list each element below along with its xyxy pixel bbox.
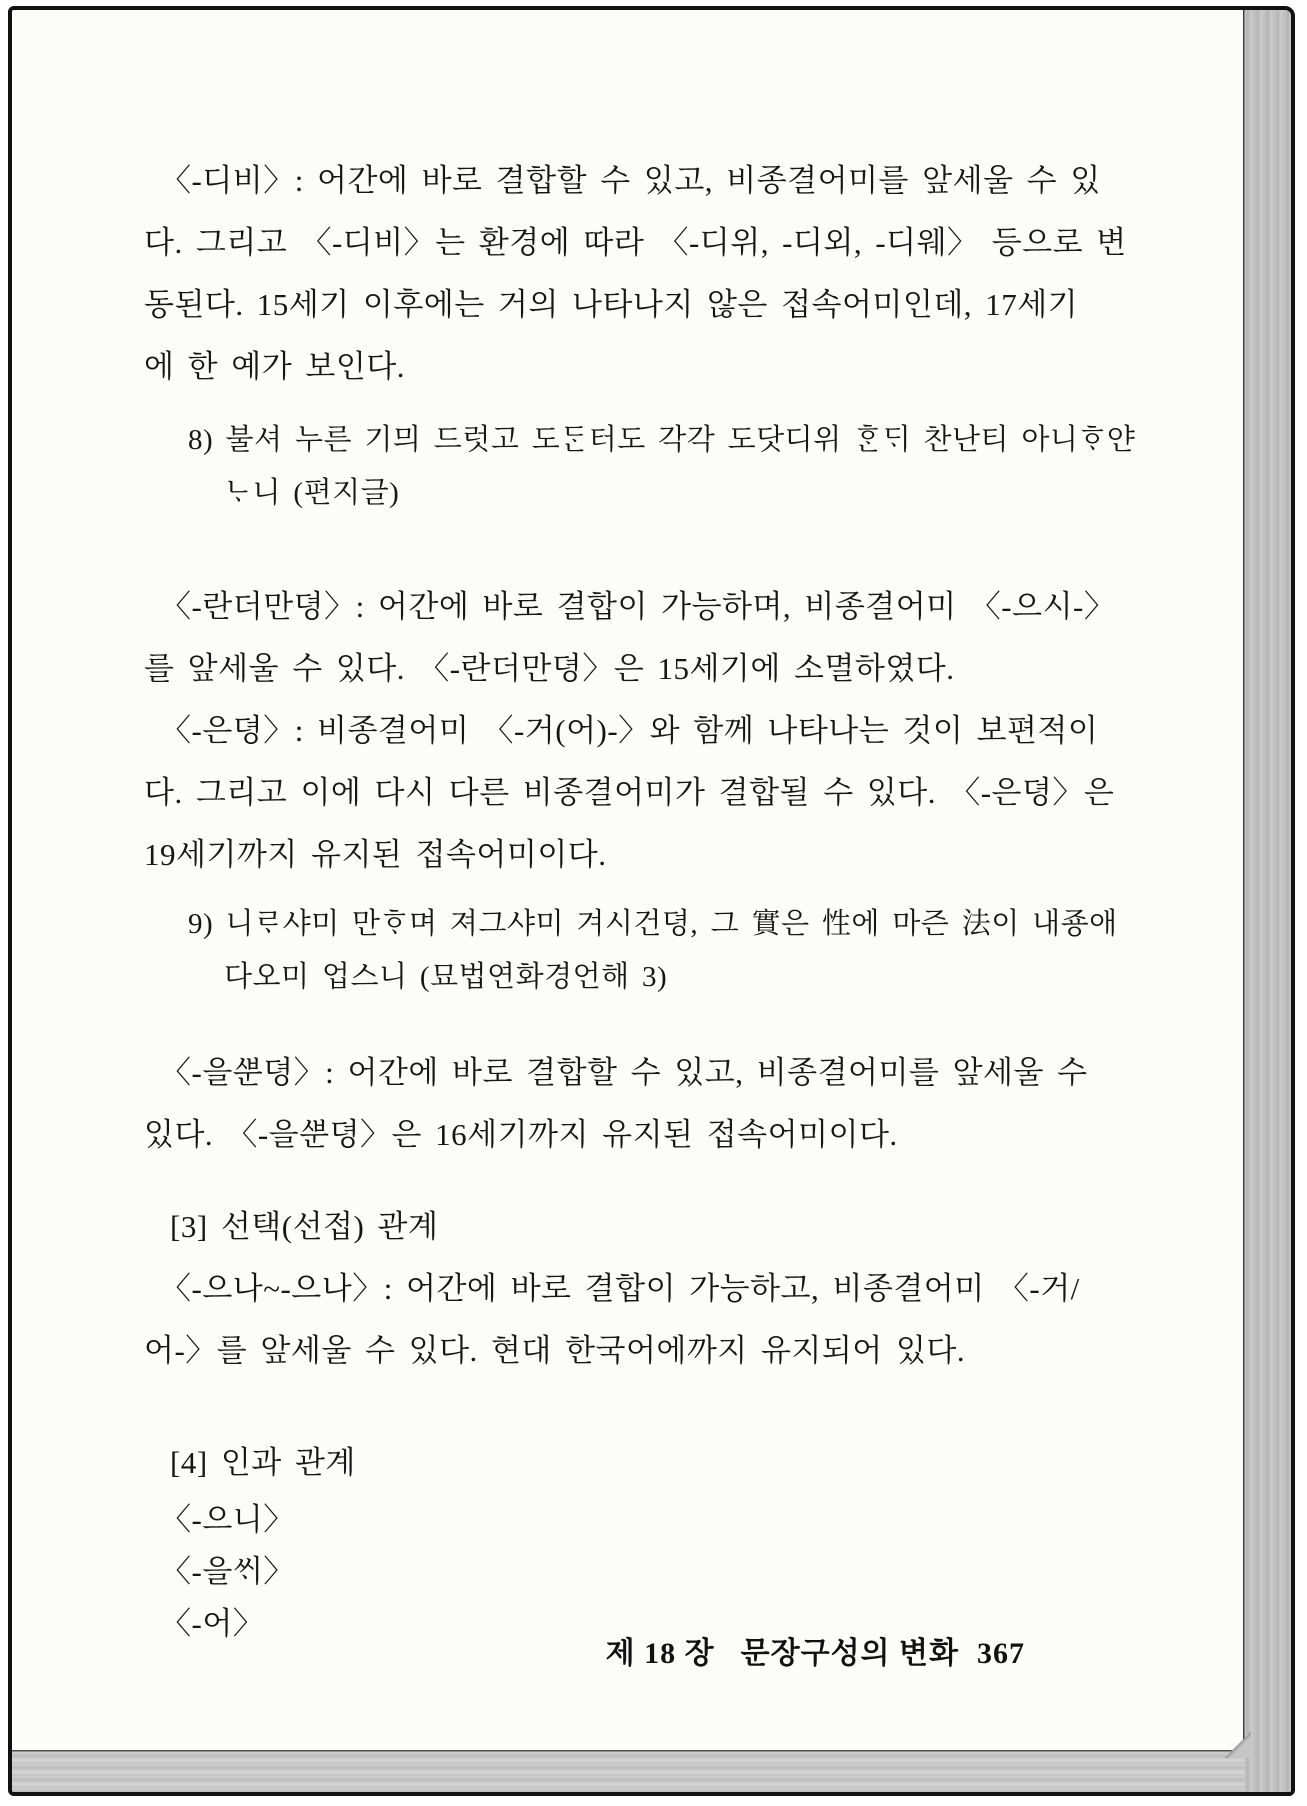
text-line: 〈-을ᄲᅮᆫ뎡〉: 어간에 바로 결합할 수 있고, 비종결어미를 앞세울 수 <box>160 1055 1088 1090</box>
text-line: 19세기까지 유지된 접속어미이다. <box>144 837 607 872</box>
example-line: 다오미 업스니 (묘법연화경언해 3) <box>224 961 668 993</box>
text-line: 다. 그리고 〈-디비〉는 환경에 따라 〈-디위, -디외, -디웨〉 등으로 변 <box>144 225 1127 260</box>
example-9 <box>144 898 1147 1004</box>
heading-selection-relation: [3] 선택(선접) 관계 <box>170 1209 439 1244</box>
text-line: 〈-으나~-으나〉: 어간에 바로 결합이 가능하고, 비종결어미 〈-거/ <box>160 1271 1080 1306</box>
scanned-book-page <box>8 6 1295 1796</box>
paragraph-dibi <box>144 150 1147 398</box>
ending-item-eulssai: 〈-을ᄊᆡ〉 <box>160 1554 295 1589</box>
example-8 <box>144 414 1147 520</box>
paragraph-randeomandyeong <box>144 576 1147 700</box>
page-footer <box>606 1628 1025 1672</box>
page-edge-bottom <box>12 1751 1245 1792</box>
page-edge-right <box>1244 10 1291 1792</box>
footer-title: 문장구성의 변화 <box>740 1637 959 1670</box>
text-line: 〈-디비〉: 어간에 바로 결합할 수 있고, 비종결어미를 앞세울 수 있 <box>160 163 1101 198</box>
text-line: 를 앞세울 수 있다. 〈-란더만뎡〉은 15세기에 소멸하였다. <box>144 651 955 686</box>
text-line: 동된다. 15세기 이후에는 거의 나타나지 않은 접속어미인데, 17세기 <box>144 287 1079 322</box>
text-line: 다. 그리고 이에 다시 다른 비종결어미가 결합될 수 있다. 〈-은뎡〉은 <box>144 775 1115 810</box>
paragraph-euna <box>144 1258 1147 1382</box>
ending-item-eo: 〈-어〉 <box>160 1606 265 1641</box>
text-line: 〈-란더만뎡〉: 어간에 바로 결합이 가능하며, 비종결어미 〈-으시-〉 <box>160 589 1116 624</box>
page-corner-shade <box>1225 1732 1251 1758</box>
example-line: 8) 불셔 누른 기믜 드럿고 도ᄃᆞᆫ터도 각각 도닷디위 ᄒᆞᆫᄃᆡ 찬난티 아니ᄒᆞ얀 <box>188 424 1136 456</box>
example-line: ᄂᆞ니 (편지글) <box>224 477 400 509</box>
text-line: 어-〉를 앞세울 수 있다. 현대 한국어에까지 유지되어 있다. <box>144 1333 966 1368</box>
paragraph-eulppundyeong <box>144 1042 1147 1166</box>
example-line: 9) 니ᄅᆞ샤미 만ᄒᆞ며 져그샤미 겨시건뎡, 그 實은 性에 마즌 法이 내죵애 <box>188 908 1118 940</box>
paragraph-eundyeong <box>144 700 1147 886</box>
footer-page-number: 367 <box>977 1637 1025 1670</box>
text-line: 에 한 예가 보인다. <box>144 349 406 384</box>
page-surface <box>12 10 1245 1752</box>
text-line: 〈-은뎡〉: 비종결어미 〈-거(어)-〉와 함께 나타나는 것이 보편적이 <box>160 713 1099 748</box>
ending-item-euni: 〈-으니〉 <box>160 1502 295 1537</box>
heading-causal-relation: [4] 인과 관계 <box>170 1445 356 1480</box>
footer-chapter: 제 18 장 <box>605 1637 715 1670</box>
text-line: 있다. 〈-을ᄲᅮᆫ뎡〉은 16세기까지 유지된 접속어미이다. <box>144 1117 898 1152</box>
